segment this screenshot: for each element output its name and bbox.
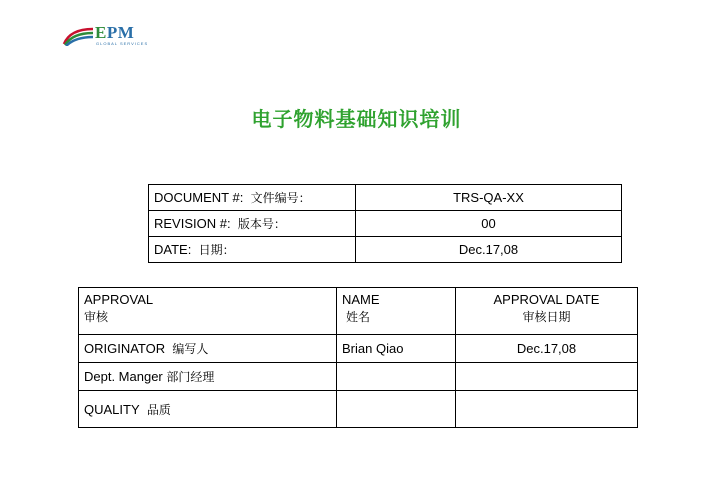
approval-header: APPROVAL 审核 (79, 288, 337, 335)
table-row (79, 391, 638, 428)
table-row (149, 237, 622, 263)
dept-manager-name (337, 363, 456, 391)
quality-name (337, 391, 456, 428)
company-logo (62, 24, 152, 48)
role-dept-manager: Dept. Manger 部门经理 (79, 363, 337, 391)
doc-number-label: DOCUMENT #: 文件编号： (149, 185, 356, 211)
role-originator: ORIGINATOR 编写人 (79, 335, 337, 363)
logo-tagline: GLOBAL SERVICES (96, 41, 149, 46)
date-label: DATE: 日期： (149, 237, 356, 263)
table-header-row (79, 288, 638, 335)
document-info-table (148, 184, 622, 263)
logo-swoosh-icon (62, 24, 94, 46)
table-row (149, 211, 622, 237)
logo-wordmark: EPM (95, 23, 135, 42)
revision-label: REVISION #: 版本号： (149, 211, 356, 237)
date-value: Dec.17,08 (356, 237, 622, 263)
originator-date: Dec.17,08 (456, 335, 638, 363)
approval-table (78, 287, 638, 428)
doc-number-value: TRS-QA-XX (356, 185, 622, 211)
role-quality: QUALITY 品质 (79, 391, 337, 428)
dept-manager-date (456, 363, 638, 391)
document-title: 电子物料基础知识培训 (251, 107, 462, 131)
revision-value: 00 (356, 211, 622, 237)
originator-name: Brian Qiao (337, 335, 456, 363)
table-row (149, 185, 622, 211)
name-header: NAME 姓名 (337, 288, 456, 335)
table-row (79, 363, 638, 391)
table-row (79, 335, 638, 363)
quality-date (456, 391, 638, 428)
approval-date-header: APPROVAL DATE 审核日期 (456, 288, 638, 335)
